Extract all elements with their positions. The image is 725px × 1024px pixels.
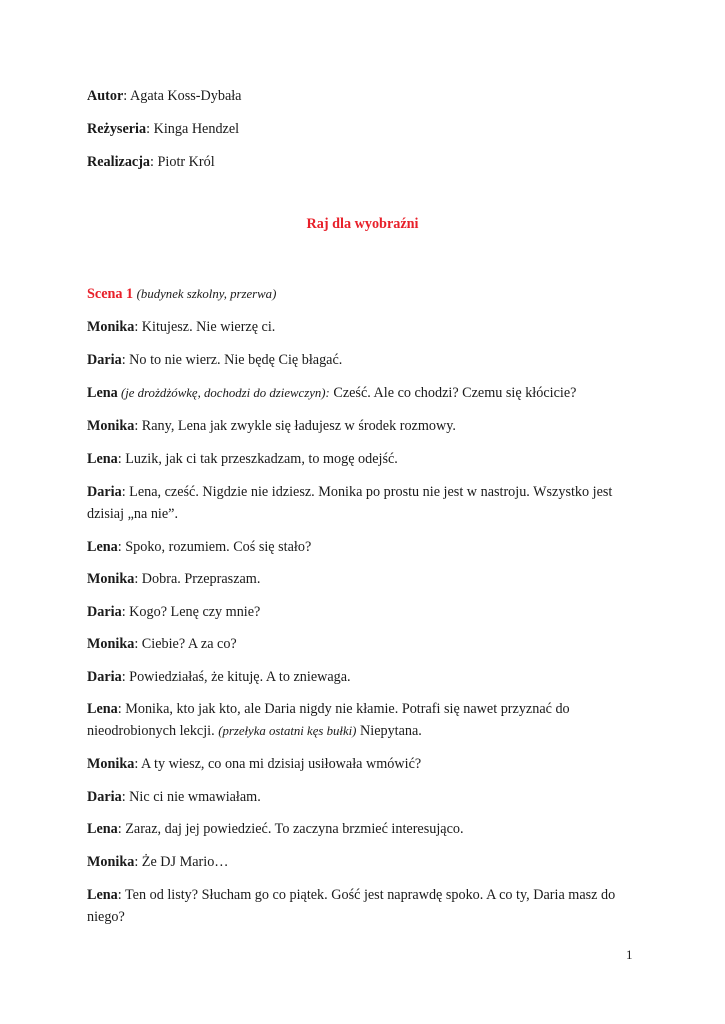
dialogue-line — [87, 601, 647, 623]
credit-value: Agata Koss-Dybała — [129, 88, 242, 104]
line-text: : Ciebie? A za co? — [134, 636, 237, 652]
scene-label: Scena 1 — [87, 286, 134, 302]
line-text: : Spoko, rozumiem. Coś się stało? — [117, 539, 312, 555]
speaker-name: Daria — [87, 484, 122, 500]
dialogue-line — [87, 481, 647, 525]
credit-label: Reżyseria — [87, 121, 147, 137]
credit-director — [87, 118, 647, 140]
stage-direction: (przełyka ostatni kęs bułki) — [218, 724, 357, 738]
dialogue-line — [87, 633, 647, 655]
speaker-name: Monika — [87, 571, 135, 587]
speaker-name: Lena — [87, 887, 118, 903]
speaker-name: Lena — [87, 385, 118, 401]
line-text: : Kitujesz. Nie wierzę ci. — [134, 319, 276, 335]
credit-value: Kinga Hendzel — [153, 121, 240, 137]
dialogue-line — [87, 316, 647, 338]
speaker-name: Monika — [87, 319, 135, 335]
line-text: : Że DJ Mario… — [134, 854, 229, 870]
dialogue-line — [87, 382, 647, 404]
speaker-name: Daria — [87, 604, 122, 620]
line-text: : Dobra. Przepraszam. — [134, 571, 261, 587]
credit-separator: : — [146, 121, 154, 137]
speaker-name: Lena — [87, 821, 118, 837]
dialogue-line — [87, 666, 647, 688]
credit-author — [87, 85, 647, 107]
dialogue-line — [87, 448, 647, 470]
dialogue-line — [87, 568, 647, 590]
line-text: : Rany, Lena jak zwykle się ładujesz w środek rozmowy. — [134, 418, 456, 434]
line-text: : Ten od listy? Słucham go co piątek. Gość jest naprawdę spoko. A co ty, Daria masz do niego? — [87, 887, 616, 925]
line-text: : Kogo? Lenę czy mnie? — [121, 604, 261, 620]
dialogue-line — [87, 884, 647, 928]
stage-direction: (je drożdżówkę, dochodzi do dziewczyn): — [117, 386, 330, 400]
dialogue-line — [87, 753, 647, 775]
line-text: : Zaraz, daj jej powiedzieć. To zaczyna brzmieć interesująco. — [117, 821, 464, 837]
line-text: : Luzik, jak ci tak przeszkadzam, to mogę odejść. — [117, 451, 398, 467]
speaker-name: Monika — [87, 636, 135, 652]
credit-label: Realizacja — [87, 154, 151, 170]
dialogue-line — [87, 415, 647, 437]
speaker-name: Monika — [87, 756, 135, 772]
line-text: : Lena, cześć. Nigdzie nie idziesz. Monika po prostu nie jest w nastroju. Wszystko jest dzisiaj „na nie”. — [87, 484, 613, 522]
scene-note: (budynek szkolny, przerwa) — [136, 287, 277, 301]
speaker-name: Lena — [87, 701, 118, 717]
speaker-name: Lena — [87, 539, 118, 555]
speaker-name: Lena — [87, 451, 118, 467]
dialogue-line — [87, 698, 647, 742]
credit-label: Autor — [87, 88, 124, 104]
line-text: Niepytana. — [356, 723, 422, 739]
speaker-name: Daria — [87, 352, 122, 368]
speaker-name: Daria — [87, 669, 122, 685]
speaker-name: Daria — [87, 789, 122, 805]
dialogue-line — [87, 851, 647, 873]
line-text: : Powiedziałaś, że kituję. A to zniewaga. — [121, 669, 351, 685]
credit-separator: : — [150, 154, 158, 170]
dialogue-line — [87, 349, 647, 371]
credit-value: Piotr Król — [157, 154, 215, 170]
line-text: : A ty wiesz, co ona mi dzisiaj usiłowała wmówić? — [134, 756, 422, 772]
dialogue-line — [87, 786, 647, 808]
dialogue-line — [87, 818, 647, 840]
dialogue-line — [87, 536, 647, 558]
speaker-name: Monika — [87, 418, 135, 434]
credit-production — [87, 151, 647, 173]
document-title: Raj dla wyobraźni — [306, 216, 419, 232]
line-text: Cześć. Ale co chodzi? Czemu się kłócicie? — [329, 385, 577, 401]
line-text: : No to nie wierz. Nie będę Cię błagać. — [121, 352, 343, 368]
line-text: : Nic ci nie wmawiałam. — [121, 789, 261, 805]
scene-heading — [87, 283, 647, 305]
page-number: 1 — [626, 947, 633, 962]
credit-separator: : — [123, 88, 130, 104]
line-text: : Monika, kto jak kto, ale Daria nigdy nie kłamie. Potrafi się nawet przyznać do nieodrobionych lekcji. — [87, 701, 570, 739]
speaker-name: Monika — [87, 854, 135, 870]
